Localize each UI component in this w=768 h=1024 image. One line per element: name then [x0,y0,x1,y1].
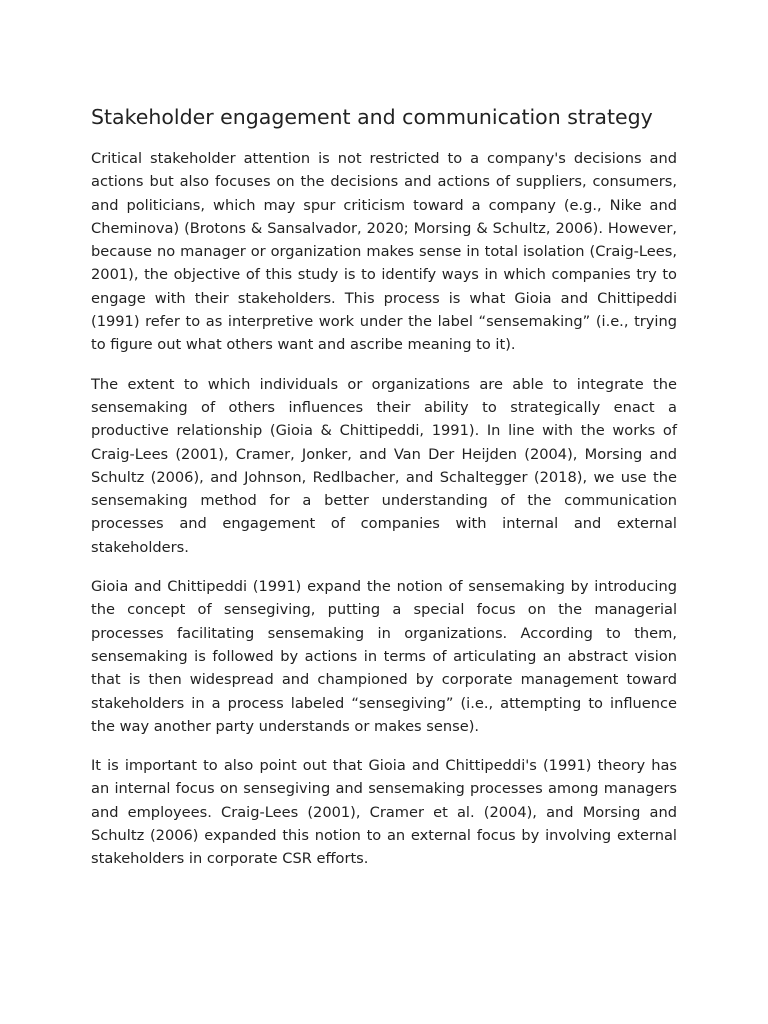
paragraph-1: Critical stakeholder attention is not restricted to a company's decisions and actions but also focuses on the decisions and actions of suppliers, consumers, and politicians, which may spur criticism toward a company (e.g., Nike and Cheminova) (Brotons & Sansalvador, 2020; Morsing & Schultz, 2006). However, because no manager or organization makes sense in total isolation (Craig-Lees, 2001), the objective of this study is to identify ways in which companies try to engage with their stakeholders. This process is what Gioia and Chittipeddi (1991) refer to as interpretive work under the label “sensemaking” (i.e., trying to figure out what others want and ascribe meaning to it). [91,150,677,354]
paragraph-4: It is important to also point out that Gioia and Chittipeddi's (1991) theory has an internal focus on sensegiving and sensemaking processes among managers and employees. Craig-Lees (2001), Cramer et al. (2004), and Morsing and Schultz (2006) expanded this notion to an external focus by involving external stakeholders in corporate CSR efforts. [91,757,677,868]
paragraph-2: The extent to which individuals or organizations are able to integrate the sensemaking of others influences their ability to strategically enact a productive relationship (Gioia & Chittipeddi, 1991). In line with the works of Craig-Lees (2001), Cramer, Jonker, and Van Der Heijden (2004), Morsing and Schultz (2006), and Johnson, Redlbacher, and Schaltegger (2018), we use the sensemaking method for a better understanding of the communication processes and engagement of companies with internal and external stakeholders. [91,375,677,556]
paragraph-3: Gioia and Chittipeddi (1991) expand the notion of sensemaking by introducing the concept of sensegiving, putting a special focus on the managerial processes facilitating sensemaking in organizations. According to them, sensemaking is followed by actions in terms of articulating an abstract vision that is then widespread and championed by corporate management toward stakeholders in a process labeled “sensegiving” (i.e., attempting to influence the way another party understands or makes sense). [91,578,677,735]
document-title: Stakeholder engagement and communication strategy [91,105,653,129]
document-page [91,100,677,887]
